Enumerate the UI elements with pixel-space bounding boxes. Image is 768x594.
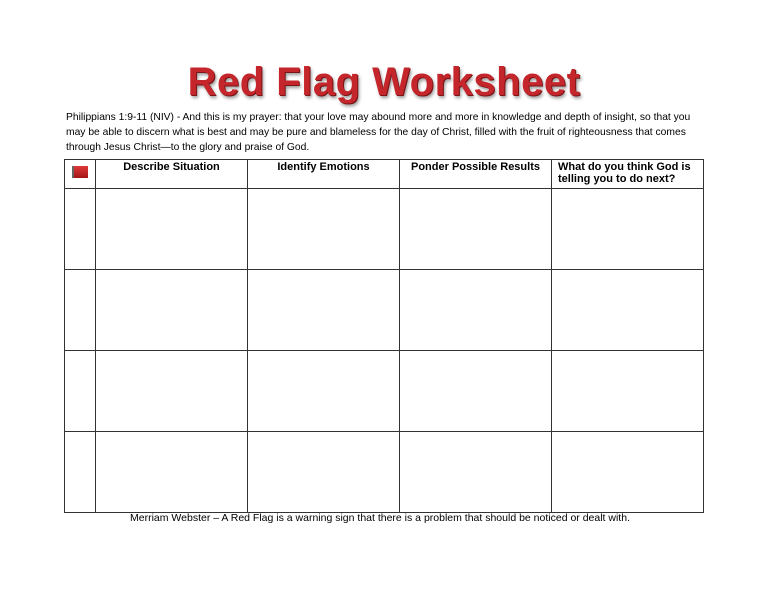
table-cell[interactable]: [400, 432, 552, 513]
worksheet-table: [64, 159, 704, 513]
table-cell[interactable]: [96, 351, 248, 432]
table-cell[interactable]: [248, 351, 400, 432]
table-cell[interactable]: [400, 270, 552, 351]
table-cell[interactable]: [400, 351, 552, 432]
row-marker-cell: [65, 270, 96, 351]
table-cell[interactable]: [552, 351, 704, 432]
row-marker-cell: [65, 432, 96, 513]
table-row: [65, 270, 704, 351]
table-cell[interactable]: [552, 270, 704, 351]
definition-footer: Merriam Webster – A Red Flag is a warning sign that there is a problem that should be noticed or dealt with.: [130, 512, 630, 524]
table-row: [65, 189, 704, 270]
row-marker-cell: [65, 189, 96, 270]
table-cell[interactable]: [400, 189, 552, 270]
table-cell[interactable]: [552, 189, 704, 270]
header-identify-emotions: Identify Emotions: [248, 160, 400, 189]
table-cell[interactable]: [248, 432, 400, 513]
page-title: Red Flag Worksheet: [187, 60, 581, 104]
table-cell[interactable]: [96, 189, 248, 270]
table-cell[interactable]: [248, 270, 400, 351]
table-cell[interactable]: [248, 189, 400, 270]
red-flag-icon: [72, 166, 88, 178]
table-row: [65, 432, 704, 513]
table-cell[interactable]: [96, 270, 248, 351]
row-marker-cell: [65, 351, 96, 432]
header-god-next: What do you think God is telling you to do next?: [552, 160, 704, 189]
header-describe-situation: Describe Situation: [96, 160, 248, 189]
table-row: [65, 351, 704, 432]
header-ponder-results: Ponder Possible Results: [400, 160, 552, 189]
table-cell[interactable]: [552, 432, 704, 513]
header-row: [65, 160, 704, 189]
table-cell[interactable]: [96, 432, 248, 513]
scripture-verse: Philippians 1:9-11 (NIV) - And this is my prayer: that your love may abound more and more in knowledge and depth of insight, so that you may be able to discern what is best and may be pure and blameless for the day of Christ, filled with the fruit of righteousness that comes through Jesus Christ—to the glory and praise of God.: [66, 112, 691, 153]
flag-cell: [65, 160, 96, 189]
